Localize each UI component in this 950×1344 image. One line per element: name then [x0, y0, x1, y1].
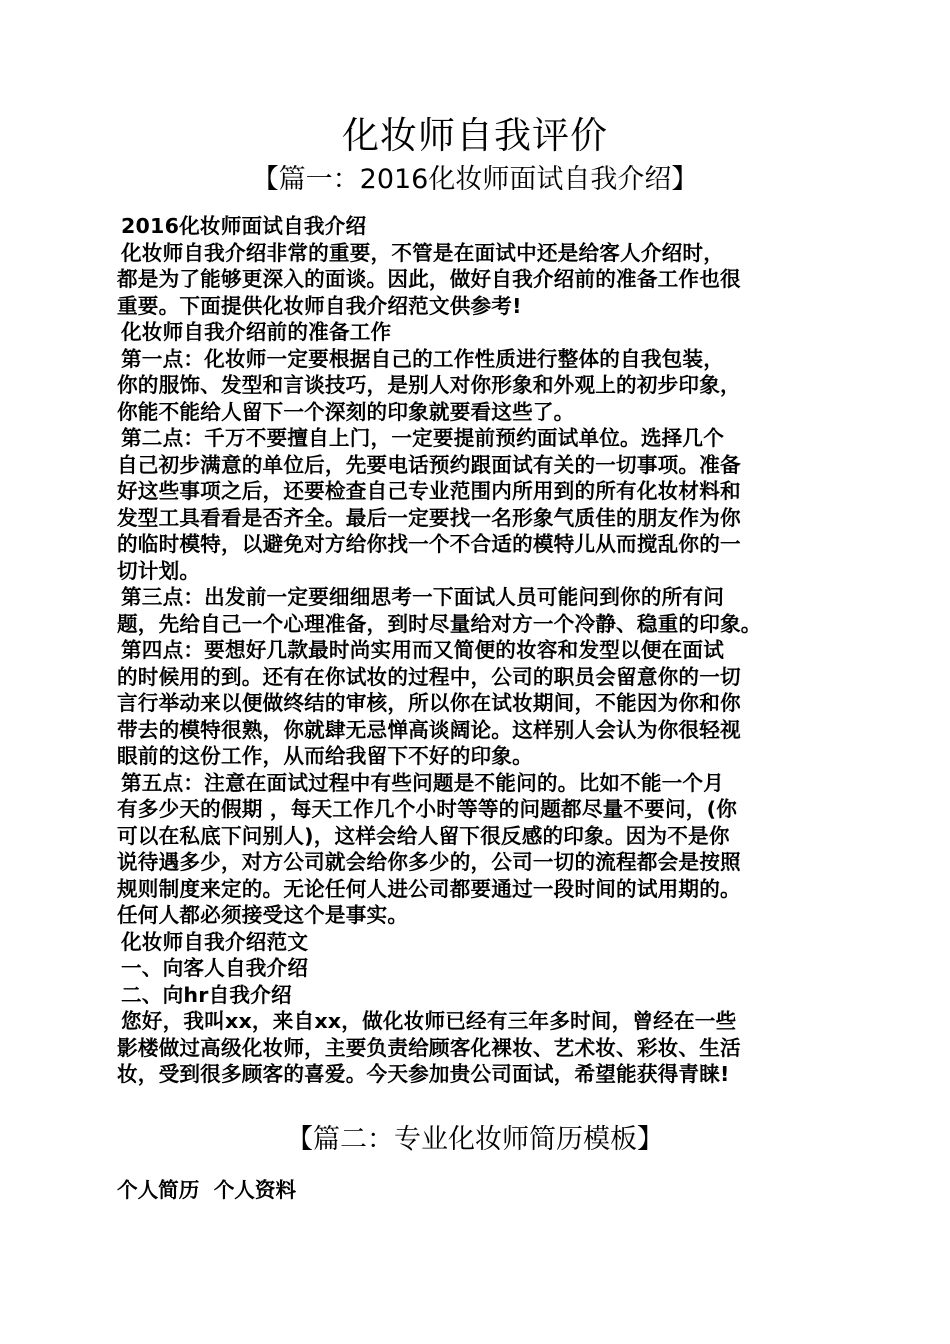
paragraph-line: 都是为了能够更深入的面谈。因此，做好自我介绍前的准备工作也很 [117, 267, 741, 291]
paragraph-line: 有多少天的假期 ，每天工作几个小时等等的问题都尽量不要问，(你 [117, 797, 737, 821]
paragraph-line: 可以在私底下问别人)，这样会给人留下很反感的印象。因为不是你 [117, 823, 730, 848]
paragraph-line: 的临时模特，以避免对方给你找一个不合适的模特儿从而搅乱你的一 [117, 532, 741, 556]
resume-heading: 个人简历 个人资料 [117, 1178, 297, 1202]
body-text [117, 213, 857, 1088]
paragraph-line: 的时候用的到。还有在你试妆的过程中，公司的职员会留意你的一切 [117, 664, 741, 689]
paragraph-line: 一、向客人自我介绍 [121, 956, 309, 980]
paragraph-line: 2016化妆师面试自我介绍 [121, 214, 367, 238]
paragraph-line: 妆，受到很多顾客的喜爱。今天参加贵公司面试，希望能获得青睐! [117, 1062, 730, 1086]
paragraph-line: 题，先给自己一个心理准备，到时尽量给对方一个冷静、稳重的印象。 [117, 611, 762, 636]
paragraph-line: 第四点：要想好几款最时尚实用而又简便的妆容和发型以便在面试 [121, 638, 725, 662]
paragraph-line: 化妆师自我介绍非常的重要，不管是在面试中还是给客人介绍时， [121, 240, 725, 265]
paragraph-line: 发型工具看看是否齐全。最后一定要找一名形象气质佳的朋友作为你 [117, 505, 741, 530]
paragraph-line: 第二点：千万不要擅自上门，一定要提前预约面试单位。选择几个 [121, 426, 725, 450]
paragraph-line: 带去的模特很熟，你就肆无忌惮高谈阔论。这样别人会认为你很轻视 [117, 717, 741, 742]
paragraph-line: 第五点：注意在面试过程中有些问题是不能问的。比如不能一个月 [121, 770, 725, 795]
paragraph-line: 重要。下面提供化妆师自我介绍范文供参考! [117, 293, 522, 318]
paragraph-line: 化妆师自我介绍前的准备工作 [121, 320, 392, 344]
section-heading-1: 【篇一：2016化妆师面试自我介绍】 [251, 164, 699, 195]
paragraph-line: 言行举动来以便做终结的审核，所以你在试妆期间，不能因为你和你 [117, 691, 741, 715]
paragraph-line: 好这些事项之后，还要检查自己专业范围内所用到的所有化妆材料和 [117, 479, 741, 503]
paragraph-line: 自己初步满意的单位后，先要电话预约跟面试有关的一切事项。准备 [117, 452, 741, 477]
paragraph-line: 规则制度来定的。无论任何人进公司都要通过一段时间的试用期的。 [117, 876, 741, 901]
paragraph-line: 你的服饰、发型和言谈技巧，是别人对你形象和外观上的初步印象， [117, 373, 741, 397]
paragraph-line: 你能不能给人留下一个深刻的印象就要看这些了。 [117, 399, 575, 424]
paragraph-line: 化妆师自我介绍范文 [121, 929, 309, 954]
paragraph-line: 第一点：化妆师一定要根据自己的工作性质进行整体的自我包装， [121, 346, 725, 371]
paragraph-line: 二、向hr自我介绍 [121, 982, 292, 1007]
paragraph-line: 影楼做过高级化妆师，主要负责给顾客化裸妆、艺术妆、彩妆、生活 [117, 1035, 741, 1060]
paragraph-line: 眼前的这份工作，从而给我留下不好的印象。 [117, 744, 533, 768]
paragraph-line: 说待遇多少，对方公司就会给你多少的，公司一切的流程都会是按照 [117, 850, 741, 874]
paragraph-line: 第三点：出发前一定要细细思考一下面试人员可能问到你的所有问 [121, 585, 725, 609]
paragraph-line: 您好，我叫xx，来自xx，做化妆师已经有三年多时间，曾经在一些 [121, 1009, 737, 1033]
paragraph-line: 切计划。 [117, 558, 201, 583]
section-heading-2: 【篇二：专业化妆师简历模板】 [286, 1124, 664, 1155]
document-title: 化妆师自我评价 [342, 114, 608, 157]
paragraph-line: 任何人都必须接受这个是事实。 [117, 903, 409, 927]
